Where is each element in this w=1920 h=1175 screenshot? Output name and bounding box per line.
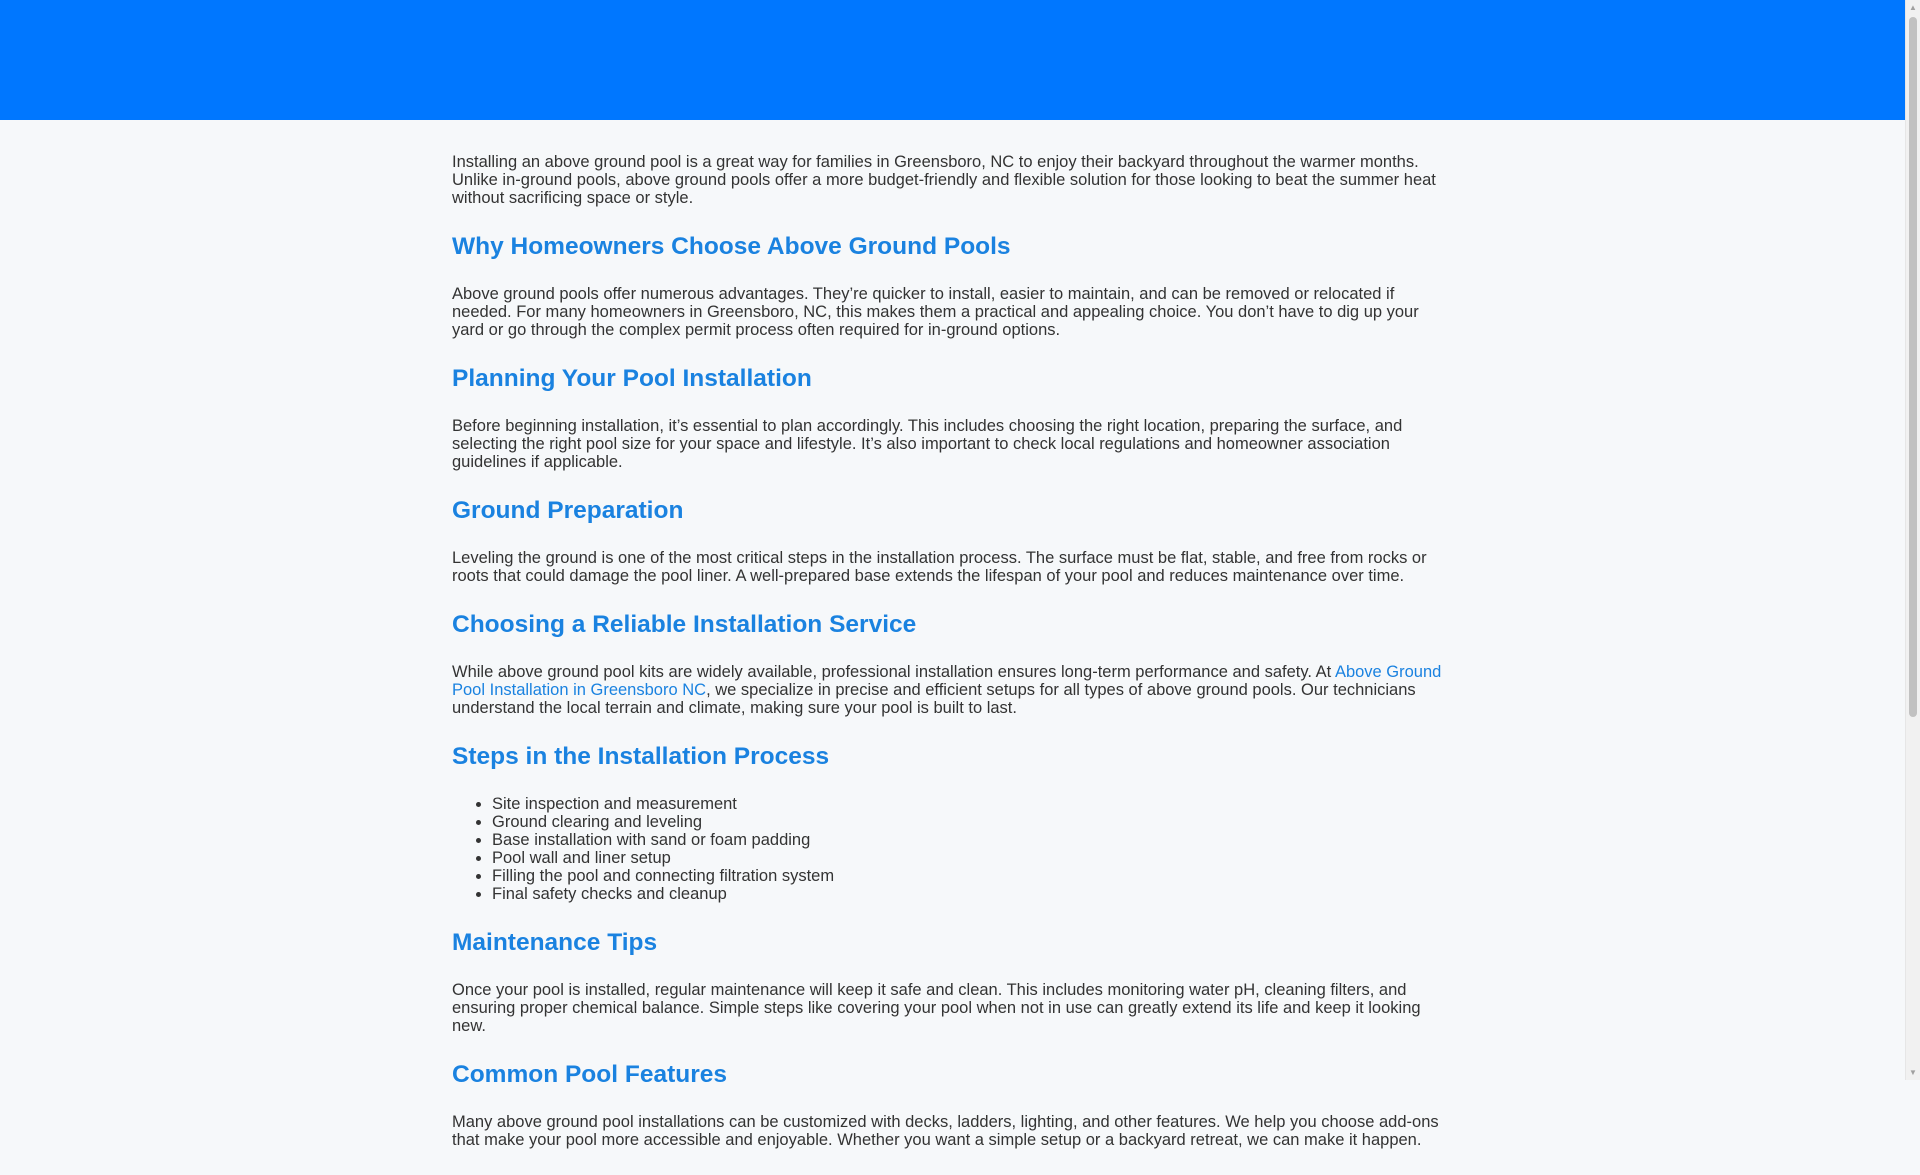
paragraph-why-choose: Above ground pools offer numerous advantages. They’re quicker to install, easier to maintain, and can be removed or relocated if needed. For many homeowners in Greensboro, NC, this makes them a practical and appealing choice. You don’t have to dig up your yard or go through the complex permit process often required for in-ground options. — [452, 285, 1419, 339]
service-link[interactable]: Above Ground Pool Installation in Greensboro NC — [452, 663, 1442, 699]
heading-installation-service: Choosing a Reliable Installation Service — [452, 611, 917, 638]
paragraph-ground-preparation: Leveling the ground is one of the most critical steps in the installation process. The surface must be flat, stable, and free from rocks or roots that could damage the pool liner. A well-prepared base extends the lifespan of your pool and reduces maintenance over time. — [452, 549, 1427, 585]
scrollbar-thumb[interactable] — [1909, 17, 1917, 717]
list-item: • Ground clearing and leveling — [492, 813, 1452, 831]
intro-paragraph: Installing an above ground pool is a great way for families in Greensboro, NC to enjoy their backyard throughout the warmer months. Unlike in-ground pools, above ground pools offer a more budget-friendly and flexible solution for those looking to beat the summer heat without sacrificing space or style. — [452, 153, 1436, 207]
scroll-down-icon[interactable]: ▼ — [1909, 1068, 1917, 1077]
list-item: • Final safety checks and cleanup — [492, 885, 1452, 903]
vertical-scrollbar[interactable] — [1905, 0, 1920, 1080]
heading-installation-steps: Steps in the Installation Process — [452, 743, 830, 770]
list-item: • Site inspection and measurement — [492, 795, 1452, 813]
heading-pool-features: Common Pool Features — [452, 1061, 727, 1088]
list-item: • Pool wall and liner setup — [492, 849, 1452, 867]
service-text-before-link: While above ground pool kits are widely available, professional installation ensures long-term performance and safety. At — [452, 663, 1335, 681]
article-content — [452, 153, 1452, 1175]
heading-why-choose: Why Homeowners Choose Above Ground Pools — [452, 233, 1011, 260]
list-item: • Base installation with sand or foam padding — [492, 831, 1452, 849]
heading-planning: Planning Your Pool Installation — [452, 365, 812, 392]
paragraph-planning: Before beginning installation, it’s essential to plan accordingly. This includes choosing the right location, preparing the surface, and selecting the right pool size for your space and lifestyle. It’s also important to check local regulations and homeowner association guidelines if applicable. — [452, 417, 1403, 471]
site-header — [0, 0, 1905, 120]
paragraph-pool-features: Many above ground pool installations can be customized with decks, ladders, lighting, and other features. We help you choose add-ons that make your pool more accessible and enjoyable. Whether you want a simple setup or a backyard retreat, we can make it happen. — [452, 1113, 1439, 1149]
paragraph-maintenance: Once your pool is installed, regular maintenance will keep it safe and clean. This includes monitoring water pH, cleaning filters, and ensuring proper chemical balance. Simple steps like covering your pool when not in use can greatly extend its life and keep it looking new. — [452, 981, 1421, 1035]
heading-maintenance: Maintenance Tips — [452, 929, 658, 956]
scroll-up-icon[interactable]: ▲ — [1909, 3, 1917, 12]
list-item: • Filling the pool and connecting filtration system — [492, 867, 1452, 885]
paragraph-installation-service — [452, 663, 1452, 717]
service-text-after-link: , we specialize in precise and efficient setups for all types of above ground pools. Our technicians understand the local terrain and climate, making sure your pool is built to last. — [452, 681, 1416, 717]
installation-steps-list — [452, 795, 1452, 903]
heading-ground-preparation: Ground Preparation — [452, 497, 684, 524]
